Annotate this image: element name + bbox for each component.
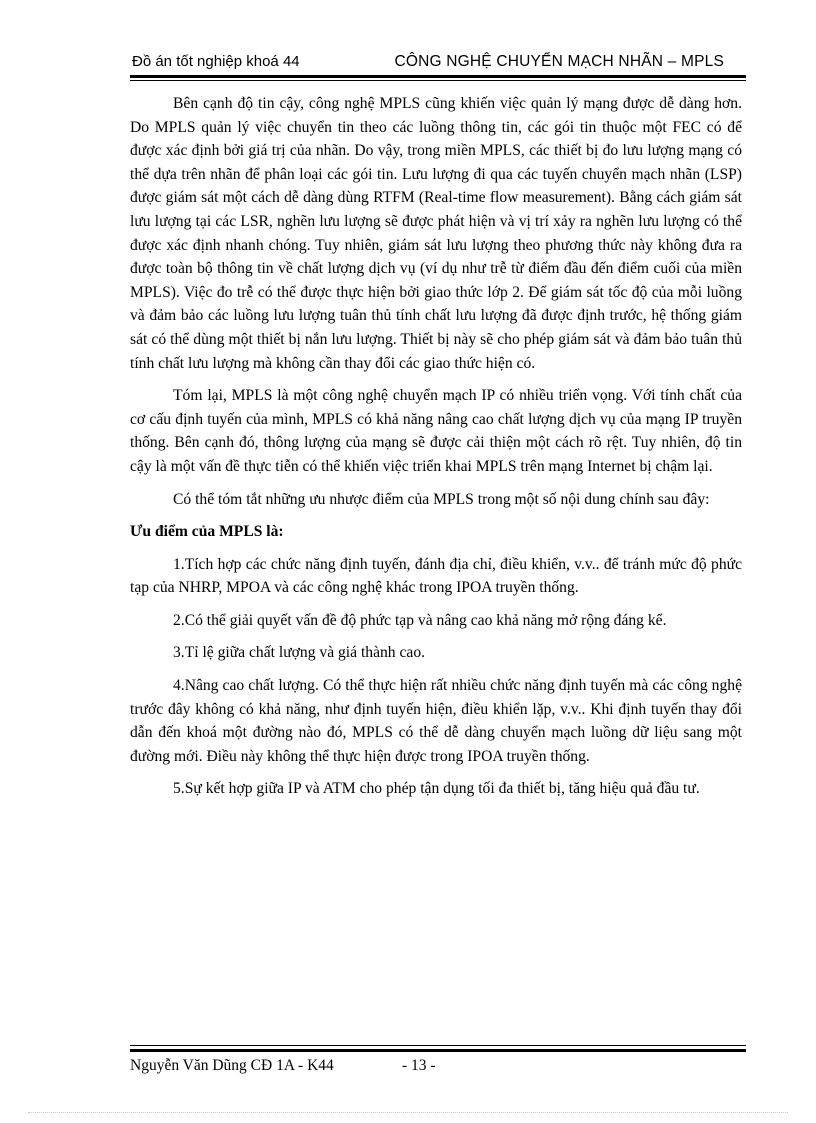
paragraph-benefits-management: Bên cạnh độ tin cậy, công nghệ MPLS cũng khiến việc quản lý mạng được dễ dàng hơn. Do MPLS quản lý việc chuyển tin theo các luồng thông tin, các gói tin thuộc một FEC có để được xác định bởi giá trị của nhãn. Do vậy, trong miền MPLS, các thiết bị đo lưu lượng mạng có thể dựa trên nhãn để phân loại các gói tin. Lưu lượng đi qua các tuyến chuyển mạch nhãn (LSP) được giám sát một cách dễ dàng dùng RTFM (Real-time flow measurement). Bằng cách giám sát lưu lượng tại các LSR, nghẽn lưu lượng sẽ được phát hiện và vị trí xảy ra nghẽn lưu lượng có thể được xác định nhanh chóng. Tuy nhiên, giám sát lưu lượng theo phương thức này không đưa ra được toàn bộ thông tin về chất lượng dịch vụ (ví dụ như trễ từ điểm đầu đến điểm cuối của miền MPLS). Việc đo trễ có thể được thực hiện bởi giao thức lớp 2. Để giám sát tốc độ của mỗi luồng và đảm bảo các luồng lưu lượng tuân thủ tính chất lưu lượng đã được định trước, hệ thống giám sát có thể dùng một thiết bị nắn lưu lượng. Thiết bị này sẽ cho phép giám sát và đảm bảo tuân thủ tính chất lưu lượng mà không cần thay đổi các giao thức hiện có. xyxy=(130,95,742,372)
advantage-item-2: 2.Có thể giải quyết vấn đề độ phức tạp và nâng cao khả năng mở rộng đáng kể. xyxy=(173,611,667,629)
page-footer xyxy=(130,1057,746,1079)
footer-rule-thin xyxy=(130,1045,746,1046)
page-number: - 13 - xyxy=(402,1057,436,1074)
footer-author: Nguyễn Văn Dũng CĐ 1A - K44 xyxy=(130,1057,334,1074)
advantage-item-4: 4.Nâng cao chất lượng. Có thể thực hiện rất nhiều chức năng định tuyến mà các công nghệ trước đây không có khả năng, như định tuyến hiện, điều khiển lặp, v.v.. Khi định tuyến thay đổi dẫn đến khoá một đường nào đó, MPLS có thể dễ dàng chuyển mạch luồng dữ liệu sang một đường mới. Điều này không thể thực hiện được trong IPOA truyền thống. xyxy=(130,677,742,765)
paragraph-intro-list: Có thể tóm tắt những ưu nhược điểm của MPLS trong một số nội dung chính sau đây: xyxy=(173,490,710,508)
header-rule-thick xyxy=(130,75,746,78)
header-rule-thin xyxy=(130,80,746,81)
advantage-item-1: 1.Tích hợp các chức năng định tuyến, đánh địa chỉ, điều khiển, v.v.. để tránh mức độ phức tạp của NHRP, MPOA và các công nghệ khác trong IPOA truyền thống. xyxy=(130,555,742,597)
page-bottom-divider xyxy=(28,1112,788,1113)
advantage-item-3: 3.Tỉ lệ giữa chất lượng và giá thành cao. xyxy=(173,644,426,662)
header-course-title: Đồ án tốt nghiệp khoá 44 xyxy=(132,53,300,70)
paragraph-summary: Tóm lại, MPLS là một công nghệ chuyển mạch IP có nhiều triển vọng. Với tính chất của cơ cấu định tuyến của mình, MPLS có khả năng nâng cao chất lượng dịch vụ của mạng IP truyền thống. Bên cạnh đó, thông lượng của mạng sẽ được cải thiện một cách rõ rệt. Tuy nhiên, độ tin cậy là một vấn đề thực tiễn có thể khiến việc triển khai MPLS trên mạng Internet bị chậm lại. xyxy=(130,387,742,475)
advantage-item-5: 5.Sự kết hợp giữa IP và ATM cho phép tận dụng tối đa thiết bị, tăng hiệu quả đầu tư. xyxy=(173,780,700,798)
footer-rule-thick xyxy=(130,1049,746,1052)
header-document-title: CÔNG NGHỆ CHUYỂN MẠCH NHÃN – MPLS xyxy=(394,53,724,70)
document-body xyxy=(130,92,742,810)
advantages-heading: Ưu điểm của MPLS là: xyxy=(130,523,284,541)
page-header xyxy=(130,52,746,74)
